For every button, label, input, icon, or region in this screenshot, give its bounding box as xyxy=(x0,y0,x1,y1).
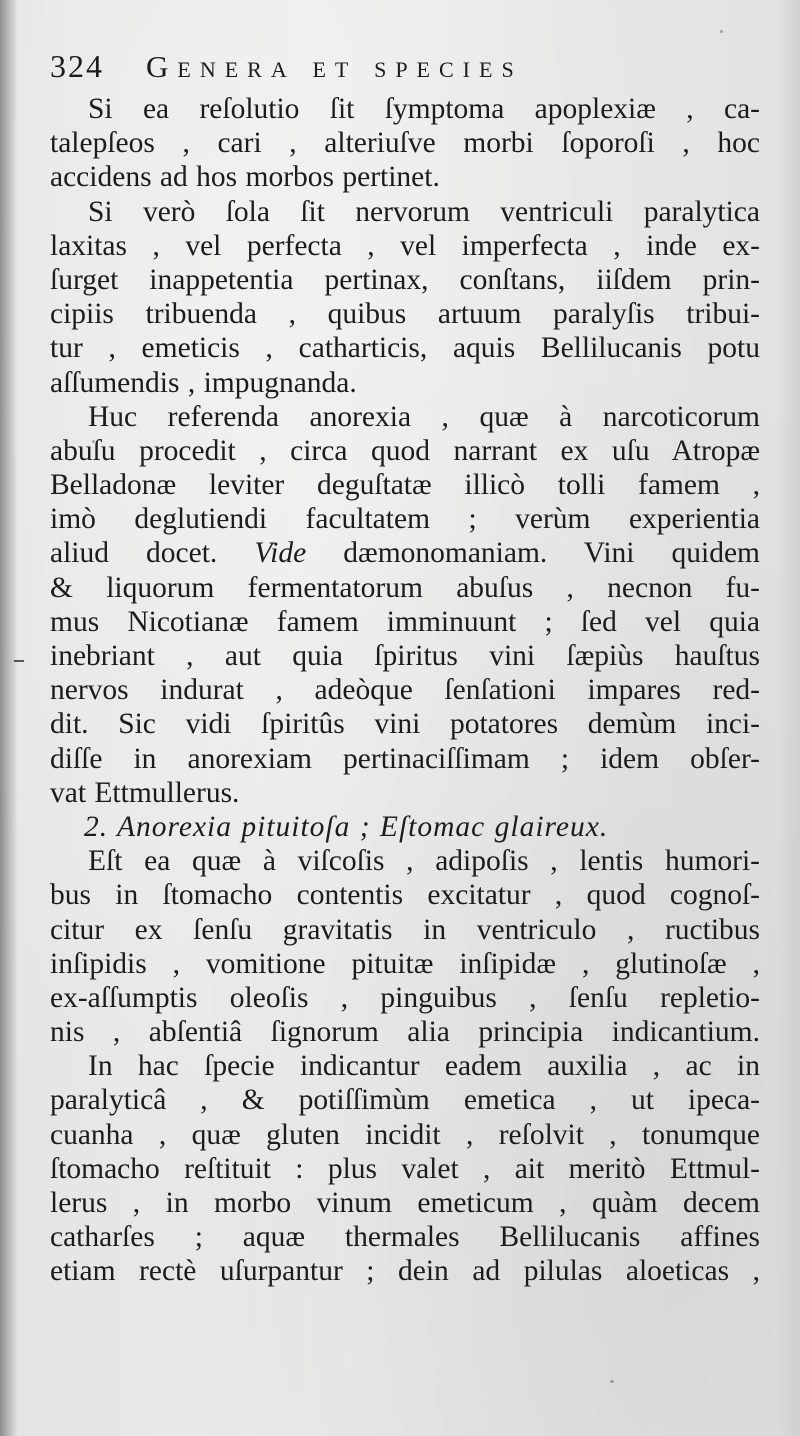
text-line-with-italic xyxy=(50,536,760,570)
text-line: aſſumendis , impugnanda. xyxy=(50,366,357,399)
italic-word: Vide xyxy=(254,537,307,570)
text-line: ſtomacho reſtituit : plus valet , ait meritò Ettmul- xyxy=(50,1152,760,1185)
text-line: paralyticâ , & potiſſimùm emetica , ut ipeca- xyxy=(50,1084,760,1117)
text-line: laxitas , vel perfecta , vel imperfecta , inde ex- xyxy=(50,229,760,262)
text-line: diſſe in anorexiam pertinaciſſimam ; idem obſer- xyxy=(50,742,760,775)
paper-speck xyxy=(720,30,723,33)
text-line: citur ex ſenſu gravitatis in ventriculo , ructibus xyxy=(50,913,760,946)
text-fragment: aliud docet. Vide dæmonomaniam. Vini quidem xyxy=(50,537,760,570)
text-line: nervos indurat , adeòque ſenſationi impares red- xyxy=(50,674,760,707)
page-header xyxy=(50,48,760,92)
text-line: bus in ſtomacho contentis excitatur , quod cognoſ- xyxy=(50,879,760,912)
page-edge xyxy=(778,0,800,1436)
text-line: ſurget inappetentia pertinax, conſtans, iiſdem prin- xyxy=(50,263,760,296)
text-line: ex-aſſumptis oleoſis , pinguibus , ſenſu repletio- xyxy=(50,981,760,1014)
text-line: inebriant , aut quia ſpiritus vini ſæpiùs hauſtus xyxy=(50,640,760,672)
text-line: inſipidis , vomitione pituitæ inſipidæ , glutinoſæ , xyxy=(50,947,760,980)
text-line: Si ea reſolutio ſit ſymptoma apoplexiæ , ca- xyxy=(88,93,760,125)
margin-mark xyxy=(14,660,24,662)
section-heading: 2. Anorexia pituitoſa ; Eſtomac glaireux. xyxy=(84,810,609,843)
paper-speck xyxy=(610,1380,614,1383)
paper-speck xyxy=(92,440,95,443)
text-line: Si verò ſola ſit nervorum ventriculi paralytica xyxy=(88,195,760,228)
page-text xyxy=(50,48,760,1289)
running-head: Genera et species xyxy=(146,49,523,84)
text-line: Huc referenda anorexia , quæ à narcoticorum xyxy=(88,400,760,433)
text-line: cipiis tribuenda , quibus artuum paralyſis tribui- xyxy=(50,298,760,331)
text-line: dit. Sic vidi ſpiritûs vini potatores demùm inci- xyxy=(50,708,760,741)
page-gutter-shadow xyxy=(0,0,18,1436)
text-line: Belladonæ leviter deguſtatæ illicò tolli famem , xyxy=(50,469,760,502)
text-line: mus Nicotianæ famem imminuunt ; ſed vel quia xyxy=(50,605,760,638)
page-number: 324 xyxy=(50,48,104,84)
text-line: imò deglutiendi facultatem ; verùm experientia xyxy=(50,503,760,536)
text-line: lerus , in morbo vinum emeticum , quàm decem xyxy=(50,1187,760,1219)
text-line: abuſu procedit , circa quod narrant ex uſu Atropæ xyxy=(50,434,760,467)
text-line: talepſeos , cari , alteriuſve morbi ſoporoſi , hoc xyxy=(50,127,760,160)
text-line: Eſt ea quæ à viſcoſis , adipoſis , lentis humori- xyxy=(88,845,760,878)
text-line: & liquorum fermentatorum abuſus , necnon fu- xyxy=(50,571,760,604)
text-line: cuanha , quæ gluten incidit , reſolvit , tonumque xyxy=(50,1118,760,1151)
text-line: nis , abſentiâ ſignorum alia principia indicantium. xyxy=(50,1016,760,1049)
text-line: In hac ſpecie indicantur eadem auxilia , ac in xyxy=(88,1050,760,1083)
text-line: tur , emeticis , catharticis, aquis Bellilucanis potu xyxy=(50,332,760,365)
text-line: accidens ad hos morbos pertinet. xyxy=(50,161,440,194)
text-line: vat Ettmullerus. xyxy=(50,776,240,809)
text-line: etiam rectè uſurpantur ; dein ad pilulas aloeticas , xyxy=(50,1255,760,1288)
text-line: catharſes ; aquæ thermales Bellilucanis affines xyxy=(50,1221,760,1254)
